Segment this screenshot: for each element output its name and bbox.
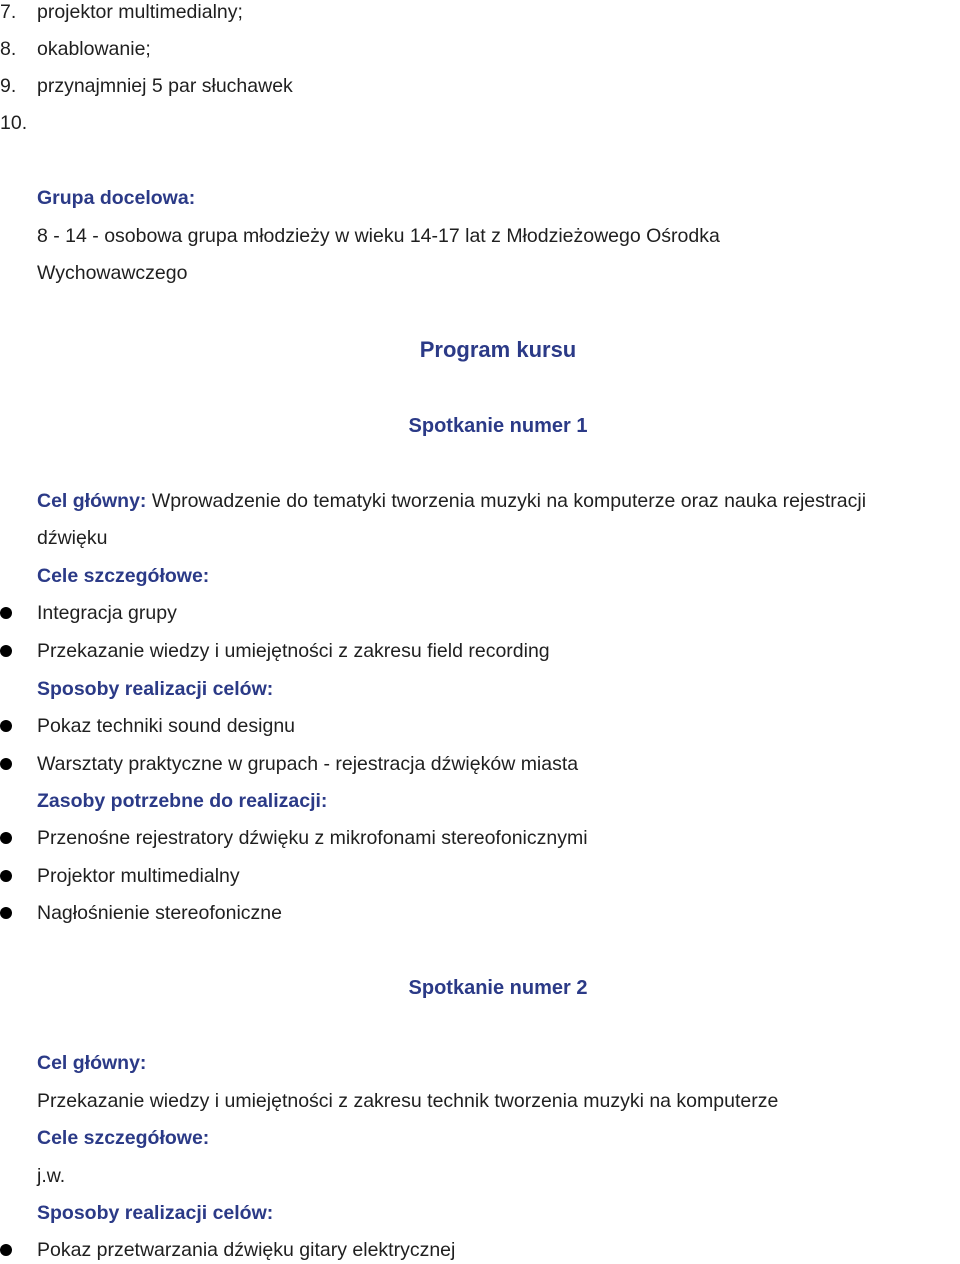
meeting-2-specific-text: j.w. [37, 1165, 66, 1187]
bullet-icon [0, 1244, 12, 1256]
meeting-2-main-goal-label: Cel główny: [37, 1052, 147, 1074]
target-group-label: Grupa docelowa: [37, 187, 196, 209]
item-number: 9. [0, 75, 17, 97]
item-number: 10. [0, 112, 28, 134]
bullet-icon [0, 607, 12, 619]
meeting-1-main-goal [37, 489, 866, 513]
item-text: przynajmniej 5 par słuchawek [37, 75, 293, 97]
meeting-2-methods-label: Sposoby realizacji celów: [37, 1202, 274, 1224]
bullet-icon [0, 758, 12, 770]
item-text: projektor multimedialny; [37, 1, 243, 23]
bullet-icon [0, 645, 12, 657]
meeting-2-main-goal-text: Przekazanie wiedzy i umiejętności z zakresu technik tworzenia muzyki na komputerze [37, 1090, 779, 1112]
meeting-1-resources-label: Zasoby potrzebne do realizacji: [37, 790, 328, 812]
main-goal-label: Cel główny: [37, 490, 147, 512]
meeting-1-title: Spotkanie numer 1 [408, 415, 588, 437]
meeting-1-methods-label: Sposoby realizacji celów: [37, 678, 274, 700]
meeting-1-specific-label: Cele szczegółowe: [37, 565, 210, 587]
target-group-text: 8 - 14 - osobowa grupa młodzieży w wieku 14-17 lat z Młodzieżowego Ośrodka [37, 225, 720, 247]
item-number: 7. [0, 1, 17, 23]
document-page: 7. projektor multimedialny; 8. okablowanie; 9. przynajmniej 5 par słuchawek 10. Grupa docelowa: 8 - 14 - osobowa grupa młodzieży w wieku 14-17 lat z Młodzieżowego Ośrodka Wychowawczego Program kursu Spotkanie numer 1 Cel główny: Wprowadzenie do tematyki tworzenia muzyki na komputerze oraz nauka rejestracji dźwięku Cele szczegółowe: Integracja grupy Przekazanie wiedzy i umiejętności z zakresu field recording Sposoby realizacji celów: Pokaz techniki sound designu Warsztaty praktyczne w grupach - rejestracja dźwięków miasta Zasoby potrzebne do realizacji: Przenośne rejestratory dźwięku z mikrofonami stereofonicznymi Projektor multimedialny Nagłośnienie stereofoniczne Spotkanie numer 2 Cel główny: Przekazanie wiedzy i umiejętności z zakresu technik tworzenia muzyki na komputerze Cele szczegółowe: j.w. Sposoby realizacji celów: Pokaz przetwarzania dźwięku gitary elektrycznej [0, 0, 960, 1264]
bullet-icon [0, 832, 12, 844]
target-group-text-cont: Wychowawczego [37, 262, 188, 284]
meeting-1-main-goal-cont: dźwięku [37, 527, 108, 549]
bullet-icon [0, 907, 12, 919]
bullet-icon [0, 870, 12, 882]
meeting-2-specific-label: Cele szczegółowe: [37, 1127, 210, 1149]
main-goal-text: Wprowadzenie do tematyki tworzenia muzyki na komputerze oraz nauka rejestracji [146, 490, 867, 512]
item-text: okablowanie; [37, 38, 151, 60]
program-title: Program kursu [419, 337, 577, 362]
meeting-2-title: Spotkanie numer 2 [408, 977, 588, 999]
bullet-icon [0, 720, 12, 732]
item-number: 8. [0, 38, 17, 60]
